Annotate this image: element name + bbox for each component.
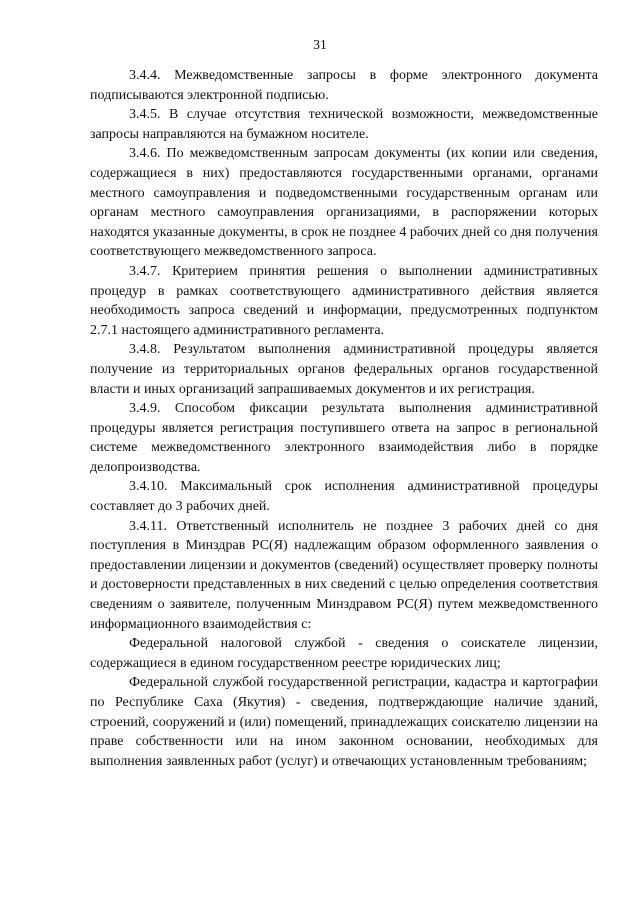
paragraph-3-4-9: 3.4.9. Способом фиксации результата выполнения административной процедуры является регистрация поступившего ответа на запрос в региональной системе межведомственного электронного взаимодействия либо в порядке делопроизводства. bbox=[90, 401, 598, 475]
paragraph-3-4-5: 3.4.5. В случае отсутствия технической возможности, межведомственные запросы направляются на бумажном носителе. bbox=[90, 107, 598, 142]
paragraph-3-4-4: 3.4.4. Межведомственные запросы в форме электронного документа подписываются электронной подписью. bbox=[90, 68, 598, 103]
paragraph-registration-service: Федеральной службой государственной регистрации, кадастра и картографии по Республике Саха (Якутия) - сведения, подтверждающие наличие зданий, строений, сооружений и (или) помещений, принадлежащих соискателю лицензии на праве собственности или на ином законном основании, необходимых для выполнения заявленных работ (услуг) и отвечающих установленным требованиям; bbox=[90, 675, 598, 769]
paragraph-3-4-7: 3.4.7. Критерием принятия решения о выполнении административных процедур в рамках соответствующего административного действия является необходимость запроса сведений и информации, предусмотренных подпунктом 2.7.1 настоящего административного регламента. bbox=[90, 263, 598, 338]
page-number: 31 bbox=[313, 37, 327, 52]
paragraph-3-4-6: 3.4.6. По межведомственным запросам документы (их копии или сведения, содержащиеся в них) предоставляются государственными органами, органами местного самоуправления и подведомственными государственным органам или органам местного самоуправления организациями, в распоряжении которых находятся указанные документы, в срок не позднее 4 рабочих дней со дня получения соответствующего межведомственного запроса. bbox=[90, 146, 598, 260]
paragraph-tax-service: Федеральной налоговой службой - сведения о соискателе лицензии, содержащиеся в едином государственном реестре юридических лиц; bbox=[90, 636, 598, 671]
paragraph-3-4-11: 3.4.11. Ответственный исполнитель не позднее 3 рабочих дней со дня поступления в Минздрав РС(Я) надлежащим образом оформленного заявления о предоставлении лицензии и документов (сведений) осуществляет проверку полноты и достоверности представленных в них сведений с целью определения соответствия сведениям о заявителе, полученным Минздравом РС(Я) путем межведомственного информационного взаимодействия с: bbox=[90, 518, 598, 632]
document-body bbox=[90, 66, 598, 771]
paragraph-3-4-10: 3.4.10. Максимальный срок исполнения административной процедуры составляет до 3 рабочих дней. bbox=[90, 479, 598, 515]
paragraph-3-4-8: 3.4.8. Результатом выполнения административной процедуры является получение из территориальных органов федеральных органов государственной власти и иных организаций запрашиваемых документов и их регистрация. bbox=[90, 342, 598, 397]
